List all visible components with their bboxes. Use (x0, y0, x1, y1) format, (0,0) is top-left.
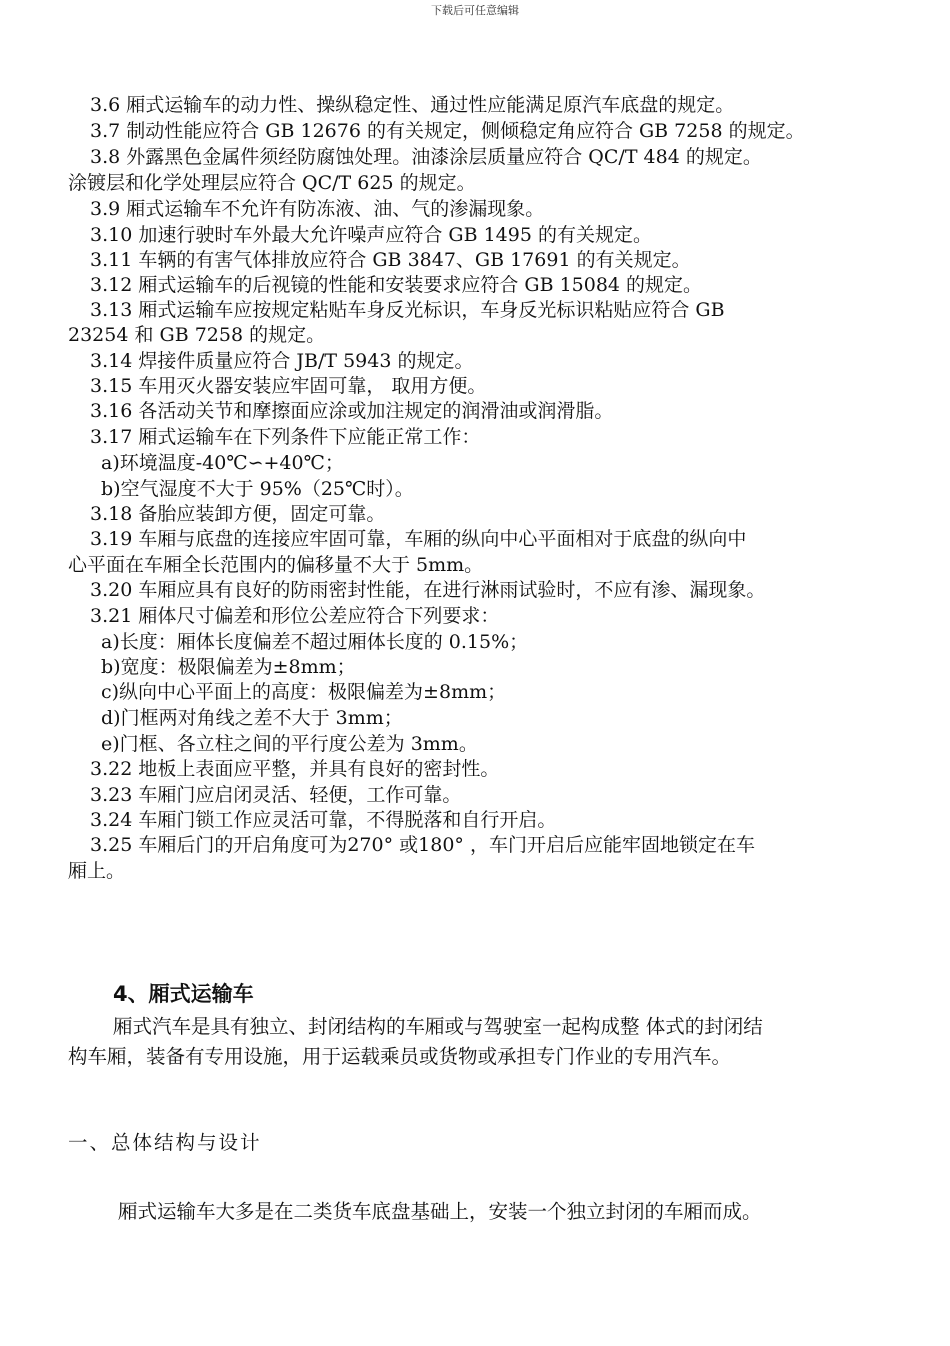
section-paragraph-line: 厢式汽车是具有独立、封闭结构的车厢或与驾驶室一起构成整 体式的封闭结 (113, 1015, 763, 1038)
spec-line: a)环境温度-40℃∽+40℃； (101, 452, 344, 474)
spec-line: c)纵向中心平面上的高度：极限偏差为±8mm； (101, 681, 507, 703)
spec-line: 涂镀层和化学处理层应符合 QC/T 625 的规定。 (68, 172, 476, 194)
spec-line: 3.20 车厢应具有良好的防雨密封性能，在进行淋雨试验时，不应有渗、漏现象。 (90, 579, 766, 601)
spec-line: 3.13 厢式运输车应按规定粘贴车身反光标识，车身反光标识粘贴应符合 GB (90, 299, 725, 321)
spec-line: 3.7 制动性能应符合 GB 12676 的有关规定，侧倾稳定角应符合 GB 7258 的规定。 (90, 120, 805, 142)
spec-line: 3.6 厢式运输车的动力性、操纵稳定性、通过性应能满足原汽车底盘的规定。 (90, 94, 735, 116)
spec-line: b)宽度：极限偏差为±8mm； (101, 656, 356, 678)
spec-line: 3.21 厢体尺寸偏差和形位公差应符合下列要求： (90, 605, 500, 627)
spec-line: 3.18 备胎应装卸方便，固定可靠。 (90, 503, 386, 525)
spec-line: 心平面在车厢全长范围内的偏移量不大于 5mm。 (68, 554, 484, 576)
section-title: 4、厢式运输车 (113, 982, 254, 1006)
spec-line: 23254 和 GB 7258 的规定。 (68, 324, 326, 346)
spec-line: 3.22 地板上表面应平整，并具有良好的密封性。 (90, 758, 500, 780)
spec-line: 3.10 加速行驶时车外最大允许噪声应符合 GB 1495 的有关规定。 (90, 224, 652, 246)
spec-line: 3.17 厢式运输车在下列条件下应能正常工作： (90, 426, 481, 448)
spec-line: 3.23 车厢门应启闭灵活、轻便，工作可靠。 (90, 784, 462, 806)
section-paragraph-line: 构车厢，装备有专用设施，用于运载乘员或货物或承担专门作业的专用汽车。 (68, 1045, 732, 1068)
subsection-paragraph: 厢式运输车大多是在二类货车底盘基础上，安装一个独立封闭的车厢而成。 (118, 1200, 762, 1223)
spec-line: 厢上。 (68, 860, 126, 882)
spec-line: 3.9 厢式运输车不允许有防冻液、油、气的渗漏现象。 (90, 198, 545, 220)
subsection-heading: 一、总体结构与设计 (68, 1131, 262, 1154)
spec-line: 3.16 各活动关节和摩擦面应涂或加注规定的润滑油或润滑脂。 (90, 400, 614, 422)
spec-line: 3.25 车厢后门的开启角度可为270° 或180° ，车门开启后应能牢固地锁定在车 (90, 834, 755, 856)
spec-line: 3.12 厢式运输车的后视镜的性能和安装要求应符合 GB 15084 的规定。 (90, 274, 703, 296)
spec-line: 3.19 车厢与底盘的连接应牢固可靠，车厢的纵向中心平面相对于底盘的纵向中 (90, 528, 747, 550)
spec-line: 3.24 车厢门锁工作应灵活可靠，不得脱落和自行开启。 (90, 809, 557, 831)
spec-line: 3.11 车辆的有害气体排放应符合 GB 3847、GB 17691 的有关规定。 (90, 249, 691, 271)
spec-line: b)空气湿度不大于 95%（25℃时）。 (101, 478, 414, 500)
spec-line: e)门框、各立柱之间的平行度公差为 3mm。 (101, 733, 478, 755)
spec-line: d)门框两对角线之差不大于 3mm； (101, 707, 403, 729)
spec-line: 3.8 外露黑色金属件须经防腐蚀处理。油漆涂层质量应符合 QC/T 484 的规定。 (90, 146, 762, 168)
spec-line: a)长度：厢体长度偏差不超过厢体长度的 0.15%； (101, 631, 529, 653)
spec-line: 3.15 车用灭火器安装应牢固可靠， 取用方便。 (90, 375, 487, 397)
spec-line: 3.14 焊接件质量应符合 JB/T 5943 的规定。 (90, 350, 474, 372)
page-header: 下载后可任意编辑 (431, 4, 519, 17)
